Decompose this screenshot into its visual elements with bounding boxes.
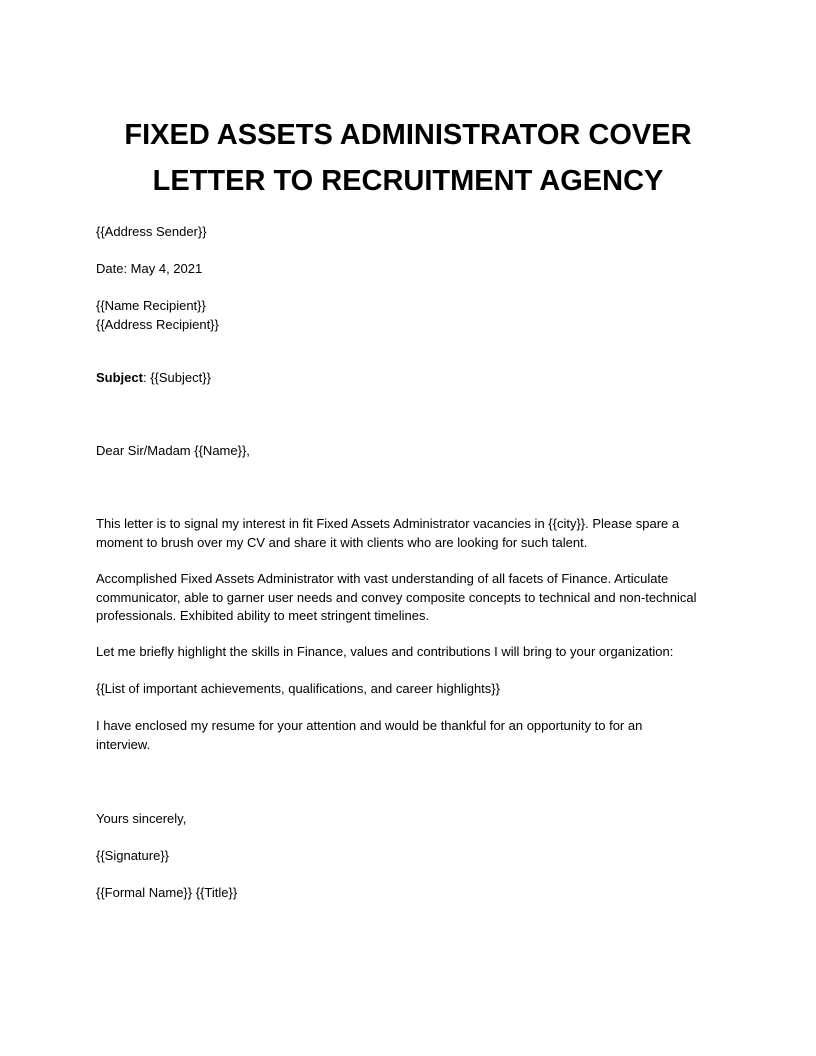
sender-address: {{Address Sender}} xyxy=(96,224,207,239)
recipient-name: {{Name Recipient}} xyxy=(96,298,206,313)
body-p2-line-2: communicator, able to garner user needs and convey composite concepts to technical and non-technical xyxy=(96,589,697,605)
body-paragraph-2 xyxy=(96,570,726,626)
body-p5-line-1: I have enclosed my resume for your attention and would be thankful for an opportunity to for an xyxy=(96,718,643,733)
signature: {{Signature}} xyxy=(96,848,170,863)
closing: Yours sincerely, xyxy=(96,811,187,826)
salutation: Dear Sir/Madam {{Name}}, xyxy=(96,443,250,458)
body-paragraph-1 xyxy=(96,515,726,552)
body-p5-line-2: interview. xyxy=(96,736,151,752)
subject-label: Subject xyxy=(96,370,143,385)
body-paragraph-4: {{List of important achievements, qualifications, and career highlights}} xyxy=(96,681,500,696)
recipient-address: {{Address Recipient}} xyxy=(96,316,219,332)
body-p1-line-2: moment to brush over my CV and share it with clients who are looking for such talent. xyxy=(96,534,588,550)
document-title xyxy=(96,112,720,204)
body-paragraph-3: Let me briefly highlight the skills in Finance, values and contributions I will bring to your organization: xyxy=(96,644,674,659)
recipient-block xyxy=(96,297,726,334)
body-p1-line-1: This letter is to signal my interest in fit Fixed Assets Administrator vacancies in {{city}}. Please spare a xyxy=(96,516,680,531)
title-line-1: FIXED ASSETS ADMINISTRATOR COVER xyxy=(124,119,692,151)
subject-value: : {{Subject}} xyxy=(142,370,211,385)
body-paragraph-5 xyxy=(96,717,726,754)
title-line-2: LETTER TO RECRUITMENT AGENCY xyxy=(152,165,664,197)
body-p2-line-3: professionals. Exhibited ability to meet stringent timelines. xyxy=(96,608,430,623)
subject-line xyxy=(96,369,726,388)
formal-name-title: {{Formal Name}} {{Title}} xyxy=(96,885,238,900)
letter-date: Date: May 4, 2021 xyxy=(96,261,203,276)
body-p2-line-1: Accomplished Fixed Assets Administrator with vast understanding of all facets of Finance. Articulate xyxy=(96,571,669,586)
